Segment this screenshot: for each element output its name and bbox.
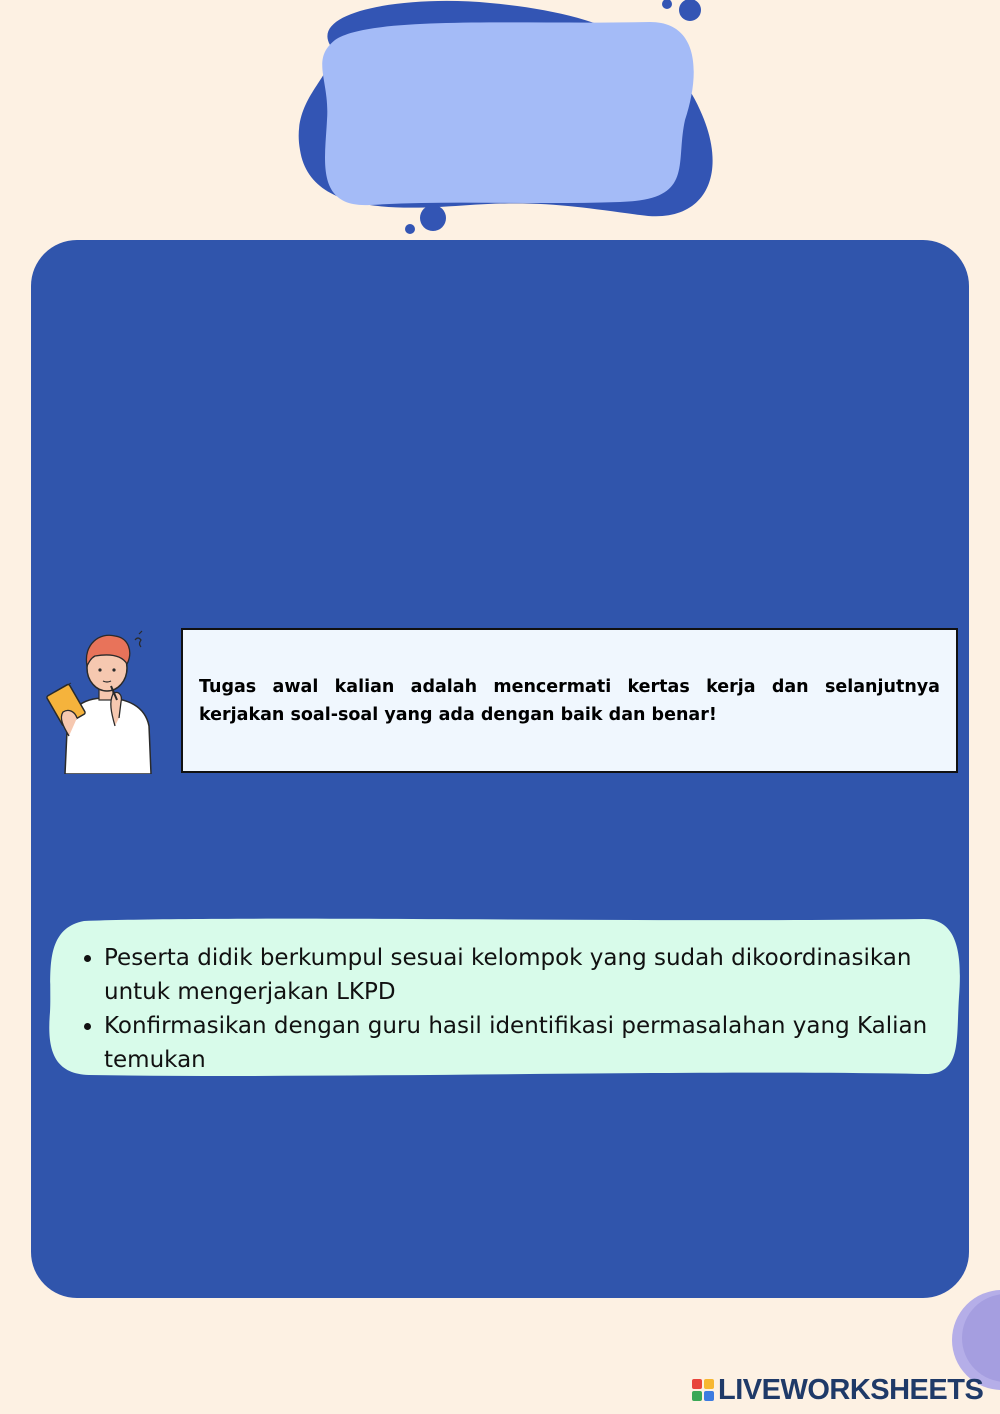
instruction-text: Tugas awal kalian adalah mencermati kertas kerja dan selanjutnya kerjakan soal-soal yang ada dengan baik dan benar!: [199, 676, 940, 725]
logo-square-icon: [704, 1391, 714, 1401]
notes-list: [104, 941, 940, 1077]
list-item: • Peserta didik berkumpul sesuai kelompok yang sudah dikoordinasikan untuk mengerjakan LKPD: [104, 941, 940, 1009]
title-blob: [290, 0, 720, 245]
logo-square-icon: [692, 1379, 702, 1389]
liveworksheets-logo[interactable]: [692, 1373, 983, 1407]
logo-text: LIVEWORKSHEETS: [718, 1373, 984, 1406]
thinking-student-illustration: [45, 626, 160, 774]
instruction-box: [181, 628, 958, 773]
liveworksheets-logo-icon: [692, 1379, 714, 1401]
logo-square-icon: [692, 1391, 702, 1401]
notes-panel: [44, 917, 961, 1079]
logo-square-icon: [704, 1379, 714, 1389]
list-item: • Konfirmasikan dengan guru hasil identifikasi permasalahan yang Kalian temukan: [104, 1009, 940, 1077]
